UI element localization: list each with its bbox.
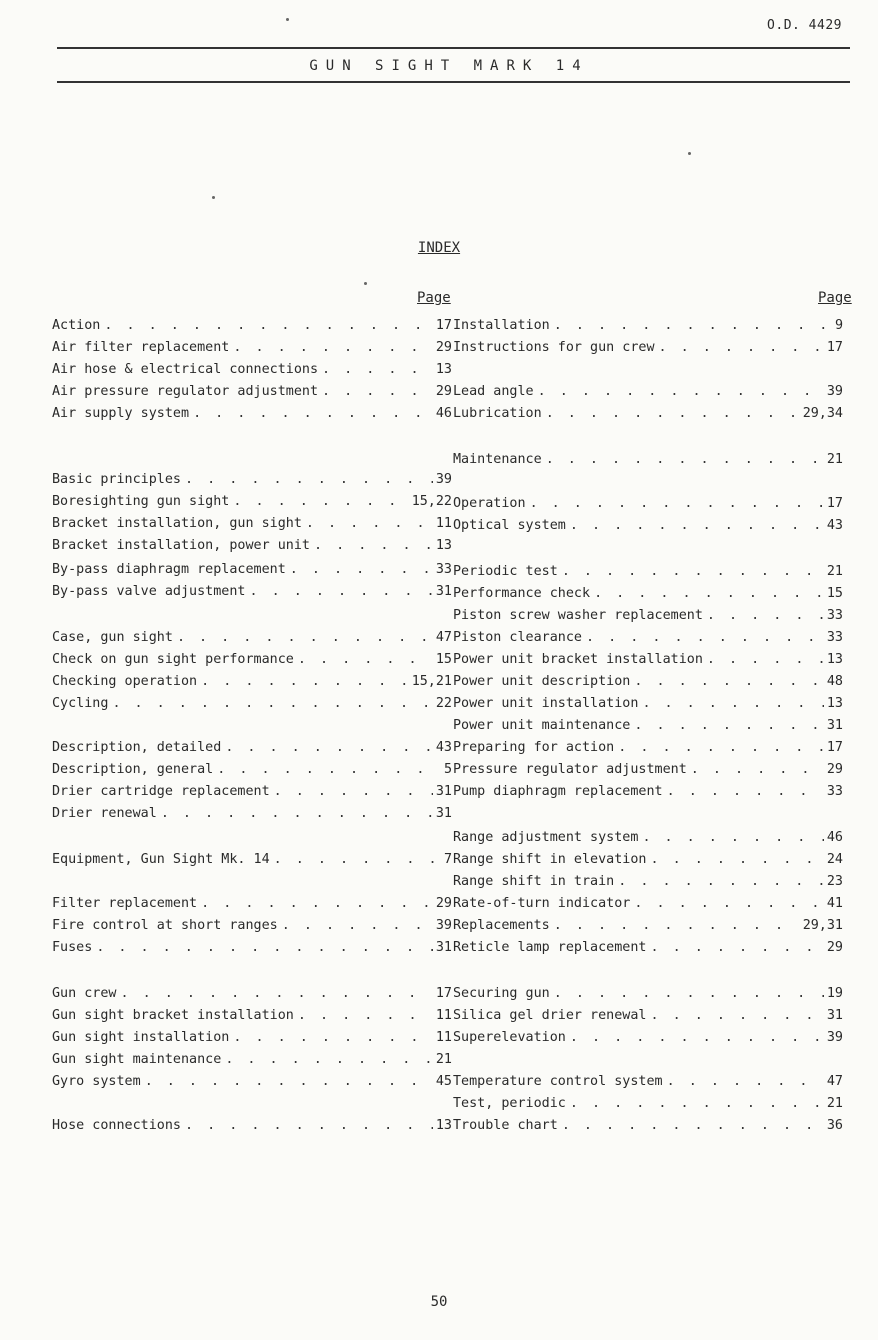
index-entry-label: Air filter replacement [52,340,230,355]
index-entry-label: Air supply system [52,406,190,421]
index-entry-page: 45 [435,1074,452,1089]
dot-leader [282,916,433,936]
index-entry-page: 46 [435,406,452,421]
index-entry-label: By-pass diaphragm replacement [52,562,286,577]
index-entry-page: 5 [443,762,452,777]
dot-leader [570,1028,824,1048]
index-entry-page: 33 [826,784,843,799]
index-entry-page: 21 [826,452,843,467]
index-entry-label: Power unit maintenance [453,718,631,733]
index-entry-label: Bracket installation, gun sight [52,516,302,531]
index-entry-page: 17 [435,318,452,333]
index-entry-page: 9 [834,318,843,333]
index-entry-label: Checking operation [52,674,198,689]
index-entry-page: 33 [826,608,843,623]
index-entry [453,650,843,670]
index-entry-page: 48 [826,674,843,689]
dot-leader [201,894,433,914]
index-entry-label: Securing gun [453,986,550,1001]
index-entry-page: 29 [826,762,843,777]
index-entry-label: Bracket installation, power unit [52,538,310,553]
index-entry-page: 13 [826,696,843,711]
dot-leader [177,628,433,648]
index-entry-label: Description, general [52,762,214,777]
index-entry [52,470,452,490]
index-entry-page: 46 [826,830,843,845]
index-entry-page: 47 [435,630,452,645]
index-entry-page: 21 [826,1096,843,1111]
dot-leader [538,382,824,402]
index-entry [52,672,452,692]
index-entry-page: 13 [435,362,452,377]
index-entry-label: Test, periodic [453,1096,566,1111]
index-entry-label: Replacements [453,918,550,933]
index-entry-label: Action [52,318,101,333]
index-entry-label: By-pass valve adjustment [52,584,246,599]
index-entry-page: 17 [826,496,843,511]
index-entry-page: 29 [435,340,452,355]
dot-leader [554,984,824,1004]
index-entry [453,1072,843,1092]
index-entry-page: 33 [435,562,452,577]
index-entry-page: 11 [435,1008,452,1023]
index-entry-page: 17 [435,986,452,1001]
index-entry-label: Periodic test [453,564,558,579]
index-entry-label: Equipment, Gun Sight Mk. 14 [52,852,270,867]
index-entry-label: Optical system [453,518,566,533]
index-entry [52,938,452,958]
index-entry-page: 15,21 [411,674,452,689]
index-entry [453,894,843,914]
index-entry-label: Piston screw washer replacement [453,608,703,623]
dot-leader [306,514,433,534]
index-entry-page: 13 [435,538,452,553]
index-entry-label: Basic principles [52,472,181,487]
dot-leader [554,916,800,936]
index-entry [52,984,452,1004]
index-entry [453,984,843,1004]
index-entry [52,560,452,580]
index-entry-label: Range shift in train [453,874,615,889]
index-entry [453,382,843,402]
index-entry-page: 11 [435,1030,452,1045]
index-entry-label: Piston clearance [453,630,582,645]
index-entry-page: 39 [435,472,452,487]
index-entry [453,628,843,648]
index-entry-page: 29,34 [802,406,843,421]
index-entry-page: 36 [826,1118,843,1133]
dot-leader [707,650,824,670]
paper-speck [212,196,215,199]
index-entry-label: Maintenance [453,452,542,467]
index-entry [52,582,452,602]
dot-leader [546,404,800,424]
dot-leader [634,716,824,736]
index-entry-page: 21 [435,1052,452,1067]
paper-speck [688,152,691,155]
index-entry-page: 39 [826,384,843,399]
index-entry-label: Gun sight installation [52,1030,230,1045]
dot-leader [642,694,823,714]
dot-leader [185,1116,433,1136]
dot-leader [225,738,433,758]
index-entry-page: 31 [435,940,452,955]
dot-leader [554,316,832,336]
index-entry [52,360,452,380]
dot-leader [274,850,441,870]
index-entry-label: Reticle lamp replacement [453,940,647,955]
index-entry [52,894,452,914]
index-entry [52,850,452,870]
index-entry-label: Description, detailed [52,740,222,755]
dot-leader [562,1116,824,1136]
dot-leader [546,450,824,470]
index-entry [453,872,843,892]
dot-leader [322,360,433,380]
index-entry [453,404,843,424]
index-entry-label: Preparing for action [453,740,615,755]
dot-leader [96,938,433,958]
index-entry-label: Range adjustment system [453,830,639,845]
dot-leader [193,404,433,424]
index-entry-label: Air hose & electrical connections [52,362,319,377]
index-entry-label: Trouble chart [453,1118,558,1133]
page-number: 50 [430,1294,448,1310]
dot-leader [322,382,433,402]
dot-leader [185,470,433,490]
dot-leader [233,1028,433,1048]
index-entry [453,450,843,470]
index-entry [453,494,843,514]
index-entry [453,316,843,336]
index-entry-page: 31 [435,584,452,599]
index-entry [52,782,452,802]
index-entry [453,562,843,582]
index-entry-label: Instructions for gun crew [453,340,655,355]
dot-leader [121,984,433,1004]
dot-leader [659,338,824,358]
index-entry [52,404,452,424]
index-entry-page: 31 [826,718,843,733]
dot-leader [217,760,441,780]
running-title: GUN SIGHT MARK 14 [309,58,589,74]
index-entry [453,694,843,714]
index-entry-page: 33 [826,630,843,645]
index-entry-page: 22 [435,696,452,711]
page-column-heading-left: Page [417,290,451,306]
index-entry-label: Case, gun sight [52,630,173,645]
dot-leader [314,536,433,556]
index-entry [52,382,452,402]
dot-leader [634,672,824,692]
index-entry-page: 19 [826,986,843,1001]
index-entry [453,1094,843,1114]
dot-leader [650,1006,823,1026]
page-column-heading-right: Page [818,290,852,306]
index-entry-label: Lubrication [453,406,542,421]
index-entry-page: 31 [435,806,452,821]
index-entry-page: 15 [826,586,843,601]
dot-leader [233,338,433,358]
index-entry-label: Installation [453,318,550,333]
index-entry [52,338,452,358]
index-entry [52,1028,452,1048]
index-entry-page: 43 [826,518,843,533]
dot-leader [650,938,823,958]
index-entry [453,738,843,758]
dot-leader [667,782,824,802]
index-entry-label: Performance check [453,586,591,601]
index-entry-page: 17 [826,740,843,755]
dot-leader [634,894,824,914]
index-entry [52,738,452,758]
index-entry-label: Cycling [52,696,109,711]
index-entry [453,828,843,848]
paper-speck [364,282,367,285]
dot-leader [667,1072,824,1092]
index-entry-label: Hose connections [52,1118,181,1133]
index-entry-label: Filter replacement [52,896,198,911]
index-entry-page: 29,31 [802,918,843,933]
index-entry-page: 39 [435,918,452,933]
dot-leader [642,828,823,848]
index-entry [52,1006,452,1026]
index-entry-label: Power unit description [453,674,631,689]
index-entry [453,606,843,626]
index-entry-page: 29 [435,384,452,399]
dot-leader [562,562,824,582]
index-entry-label: Silica gel drier renewal [453,1008,647,1023]
dot-leader [570,1094,824,1114]
index-entry-page: 24 [826,852,843,867]
index-entry-page: 7 [443,852,452,867]
index-entry-label: Fuses [52,940,93,955]
index-entry-label: Pump diaphragm replacement [453,784,663,799]
index-entry-label: Gun sight maintenance [52,1052,222,1067]
dot-leader [530,494,824,514]
index-entry-page: 13 [826,652,843,667]
index-entry-label: Operation [453,496,526,511]
index-entry-label: Power unit installation [453,696,639,711]
index-entry-label: Check on gun sight performance [52,652,294,667]
index-entry [52,1072,452,1092]
index-entry-label: Gun crew [52,986,117,1001]
index-entry [453,916,843,936]
index-entry [52,536,452,556]
dot-leader [691,760,824,780]
index-entry-label: Drier renewal [52,806,157,821]
index-entry-label: Pressure regulator adjustment [453,762,687,777]
index-entry-label: Fire control at short ranges [52,918,278,933]
dot-leader [618,738,824,758]
index-entry-label: Lead angle [453,384,534,399]
dot-leader [201,672,409,692]
index-entry-page: 29 [826,940,843,955]
index-entry [52,316,452,336]
dot-leader [586,628,824,648]
index-entry-label: Superelevation [453,1030,566,1045]
index-entry-page: 43 [435,740,452,755]
index-entry-page: 21 [826,564,843,579]
index-entry-page: 47 [826,1074,843,1089]
index-entry-page: 23 [826,874,843,889]
index-entry [453,850,843,870]
dot-leader [274,782,433,802]
index-entry-page: 39 [826,1030,843,1045]
index-entry-label: Air pressure regulator adjustment [52,384,319,399]
index-entry [52,1116,452,1136]
index-entry [453,1006,843,1026]
index-entry [52,628,452,648]
index-entry [453,1116,843,1136]
dot-leader [145,1072,433,1092]
index-entry-label: Power unit bracket installation [453,652,703,667]
index-entry [52,1050,452,1070]
dot-leader [104,316,433,336]
index-entry-page: 11 [435,516,452,531]
dot-leader [650,850,823,870]
dot-leader [570,516,824,536]
index-entry [52,694,452,714]
dot-leader [249,582,432,602]
index-entry [52,916,452,936]
index-entry-label: Drier cartridge replacement [52,784,270,799]
header-rule-bottom [57,81,850,83]
index-entry-page: 31 [435,784,452,799]
dot-leader [112,694,432,714]
index-entry-label: Gyro system [52,1074,141,1089]
index-entry-page: 15 [435,652,452,667]
dot-leader [161,804,433,824]
paper-speck [286,18,289,21]
index-entry [453,716,843,736]
index-entry-page: 29 [435,896,452,911]
dot-leader [225,1050,433,1070]
dot-leader [594,584,824,604]
index-entry [453,338,843,358]
header-rule-top [57,47,850,49]
index-title: INDEX [417,240,461,256]
index-entry-label: Boresighting gun sight [52,494,230,509]
index-entry [453,938,843,958]
dot-leader [290,560,433,580]
index-entry-page: 31 [826,1008,843,1023]
index-entry [453,584,843,604]
index-entry [52,650,452,670]
index-entry-label: Range shift in elevation [453,852,647,867]
dot-leader [298,650,433,670]
index-entry-label: Rate-of-turn indicator [453,896,631,911]
index-entry [52,492,452,512]
index-entry-page: 15,22 [411,494,452,509]
dot-leader [618,872,824,892]
document-number: O.D. 4429 [767,18,842,33]
index-entry [453,760,843,780]
dot-leader [233,492,408,512]
index-entry-label: Temperature control system [453,1074,663,1089]
dot-leader [707,606,824,626]
dot-leader [298,1006,433,1026]
index-entry-label: Gun sight bracket installation [52,1008,294,1023]
index-entry [52,514,452,534]
index-entry [453,672,843,692]
index-entry-page: 17 [826,340,843,355]
index-entry [453,782,843,802]
index-entry [52,804,452,824]
index-entry-page: 41 [826,896,843,911]
index-entry [453,1028,843,1048]
index-entry [453,516,843,536]
index-entry-page: 13 [435,1118,452,1133]
index-entry [52,760,452,780]
